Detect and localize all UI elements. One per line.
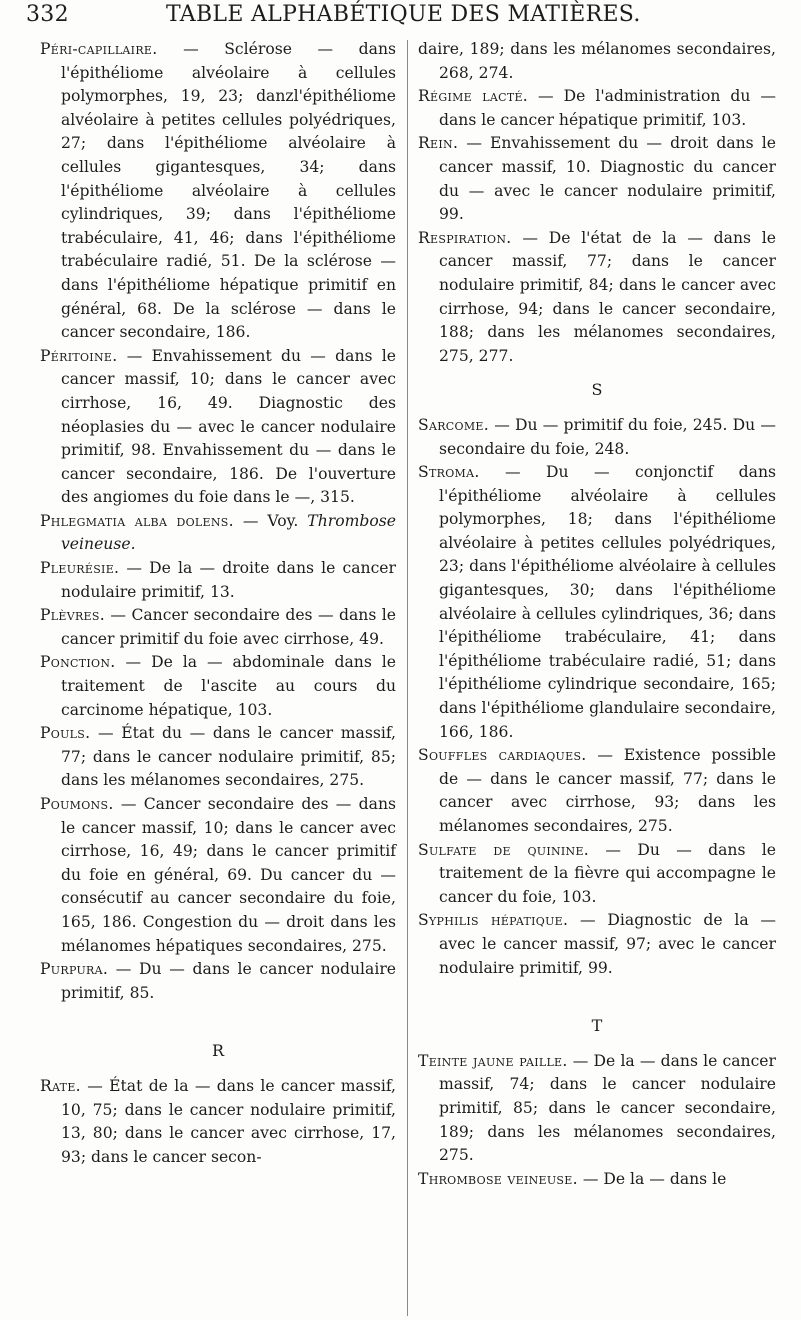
entry-text: — État du — dans le cancer massif, 77; dans le cancer nodulaire primitif, 85; dans les mélanomes secondaires, 275. — [61, 724, 396, 790]
entry-heading: Pouls. — [40, 724, 91, 743]
section-letter-s: S — [591, 380, 603, 400]
entry-text: — De l'état de la — dans le cancer massif, 77; dans le cancer nodulaire primitif, 84; dans le cancer avec cirrhose, 94; dans le cancer secondaire, 188; dans les mélanomes secondaires, 275, 277. — [439, 228, 776, 365]
entry-heading: Purpura. — [40, 960, 109, 979]
entry-text: — Du — dans le cancer nodulaire primitif, 85. — [61, 960, 396, 1002]
entry-text: — Sclérose — dans l'épithéliome alvéolaire à cellules polymorphes, 19, 23; danzl'épithéliome alvéolaire à petites cellules polyédriques, 27; dans l'épithéliome alvéolaire à cellules gigantesques, 34; dans l'épithéliome alvéolaire à cellules cylindriques, 39; dans l'épithéliome trabéculaire, 41, 46; dans l'épithéliome trabéculaire radié, 51. De la sclérose — dans l'épithéliome hépatique primitif en général, 68. De la sclérose — dans le cancer secondaire, 186. — [61, 40, 396, 342]
entry-heading: Poumons. — [40, 795, 114, 813]
index-entry — [40, 1075, 396, 1169]
index-entry — [418, 839, 776, 910]
entry-heading: Péritoine. — [40, 346, 118, 365]
index-group-r — [40, 1075, 396, 1169]
entry-heading: Souffles cardiaques. — [418, 746, 587, 765]
index-entry — [40, 722, 396, 793]
index-entry — [418, 38, 776, 85]
index-entry — [418, 461, 776, 744]
right-column — [418, 38, 776, 1191]
entry-text: — De la — dans le cancer massif, 74; dans le cancer nodulaire primitif, 85; dans le cancer secondaire, 189; dans les mélanomes secondaires, 275. — [439, 1051, 776, 1165]
entry-text: — De la — droite dans le cancer nodulaire primitif, 13. — [61, 559, 396, 601]
index-entry — [418, 1050, 776, 1168]
entry-text: — Voy. — [233, 511, 308, 530]
entry-heading: Respiration. — [418, 228, 512, 247]
index-entry — [418, 85, 776, 132]
entry-text: — Du — primitif du foie, 245. Du — secondaire du foie, 248. — [439, 415, 776, 458]
entry-text: — État de la — dans le cancer massif, 10, 75; dans le cancer nodulaire primitif, 13, 80; dans le cancer avec cirrhose, 17, 93; dans le cancer secon- — [61, 1076, 396, 1166]
index-entry — [418, 744, 776, 838]
running-header — [26, 2, 780, 32]
entry-text: daire, 189; dans les mélanomes secondaires, 268, 274. — [418, 40, 776, 82]
index-group-r-cont — [418, 38, 776, 368]
index-group-t — [418, 1050, 776, 1192]
entry-text: — De l'administration du — dans le cancer hépatique primitif, 103. — [439, 87, 776, 129]
entry-heading: Rate. — [40, 1076, 81, 1095]
left-column — [40, 38, 396, 1169]
entry-heading: Teinte jaune paille. — [418, 1051, 568, 1070]
index-entry — [40, 958, 396, 1005]
entry-heading: Syphilis hépatique. — [418, 911, 569, 930]
entry-heading: Plèvres. — [40, 606, 105, 625]
entry-heading: Sulfate de quinine. — [418, 840, 590, 859]
entry-heading: Régime lacté. — [418, 87, 529, 106]
index-entry — [418, 909, 776, 980]
entry-heading: Phlegmatia alba dolens. — [40, 511, 234, 530]
index-entry — [418, 227, 776, 369]
entry-text: — Diagnostic de la — avec le cancer massif, 97; avec le cancer nodulaire primitif, 99. — [439, 911, 776, 977]
entry-heading: Ponction. — [40, 653, 116, 672]
index-entry — [40, 651, 396, 722]
entry-heading: Péri-capillaire. — [40, 40, 158, 58]
index-entry — [40, 38, 396, 345]
index-entry — [418, 414, 776, 461]
entry-text: — Cancer secondaire des — dans le cancer massif, 10; dans le cancer avec cirrhose, 16, 49; dans le cancer primitif du foie en général, 69. Du cancer du — consécutif au cancer secondaire du foie, 165, 186. Congestion du — droit dans les mélanomes hépatiques secondaires, 275. — [61, 795, 396, 955]
entry-text: — De la — dans le — [577, 1169, 727, 1188]
section-letter-t: T — [591, 1016, 603, 1036]
index-group-p — [40, 38, 396, 1005]
index-entry — [40, 510, 396, 557]
entry-text: — Cancer secondaire des — dans le cancer primitif du foie avec cirrhose, 49. — [61, 606, 396, 648]
section-letter-r: R — [211, 1041, 225, 1061]
entry-heading: Sarcome. — [418, 415, 489, 434]
index-entry — [40, 793, 396, 958]
index-entry — [40, 604, 396, 651]
index-entry — [40, 345, 396, 510]
page-title: TABLE ALPHABÉTIQUE DES MATIÈRES. — [166, 2, 641, 27]
page-number: 332 — [26, 2, 69, 27]
entry-text: — Du — dans le traitement de la fièvre qui accompagne le cancer du foie, 103. — [439, 840, 776, 906]
entry-heading: Pleurésie. — [40, 559, 120, 578]
entry-text: — Envahissement du — dans le cancer massif, 10; dans le cancer avec cirrhose, 16, 49. Diagnostic des néoplasies du — avec le cancer nodulaire primitif, 98. Envahissement du — dans le cancer secondaire, 186. De l'ouverture des angiomes du foie dans le —, 315. — [61, 346, 396, 507]
entry-heading: Rein. — [418, 134, 459, 153]
entry-heading: Thrombose veineuse. — [418, 1169, 578, 1188]
index-entry — [40, 557, 396, 604]
index-entry — [418, 1168, 776, 1192]
entry-text: — De la — abdominale dans le traitement de l'ascite au cours du carcinome hépatique, 103. — [61, 653, 396, 719]
index-group-s — [418, 414, 776, 980]
entry-heading: Stroma. — [418, 463, 480, 482]
entry-text: — Envahissement du — droit dans le cancer massif, 10. Diagnostic du cancer du — avec le cancer nodulaire primitif, 99. — [439, 134, 776, 224]
column-divider — [407, 40, 408, 1316]
entry-crossref: Thrombose veineuse. — [61, 511, 396, 554]
index-entry — [418, 132, 776, 226]
entry-text: — Du — conjonctif dans l'épithéliome alvéolaire à cellules polymorphes, 18; dans l'épithéliome alvéolaire à petites cellules polyédriques, 23; dans l'épithéliome alvéolaire à cellules gigantesques, 30; dans l'épithéliome alvéolaire à cellules cylindriques, 36; dans l'épithéliome trabéculaire, 41; dans l'épithéliome trabéculaire radié, 51; dans l'épithéliome cylindrique secondaire, 165; dans l'épithéliome glandulaire secondaire, 166, 186. — [439, 463, 776, 741]
entry-text: — Existence possible de — dans le cancer massif, 77; dans le cancer avec cirrhose, 93; dans les mélanomes secondaires, 275. — [439, 746, 776, 835]
